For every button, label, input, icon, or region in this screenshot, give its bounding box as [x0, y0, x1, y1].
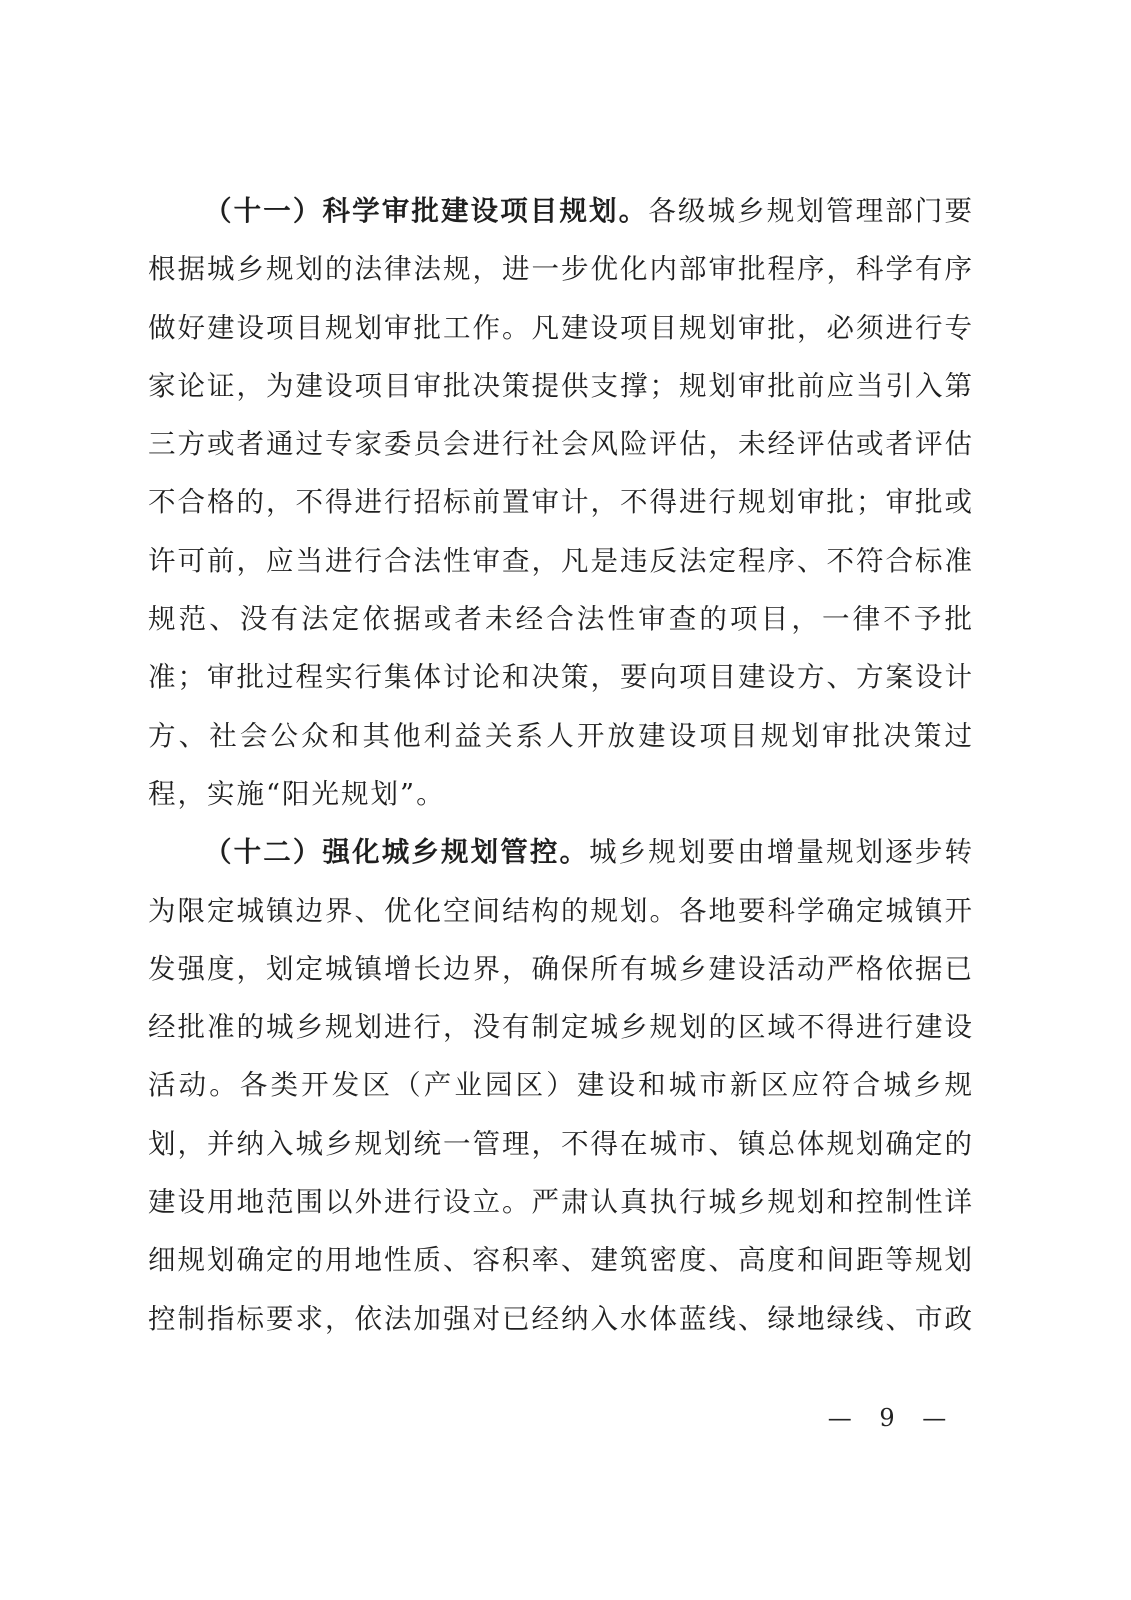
paragraph-line	[148, 182, 974, 240]
paragraph-line: 建设用地范围以外进行设立。严肃认真执行城乡规划和控制性详	[148, 1186, 974, 1219]
paragraph-line: 程，实施“阳光规划”。	[148, 777, 446, 810]
paragraph-text: 城乡规划要由增量规划逐步转	[589, 836, 974, 869]
paragraph-line: 发强度，划定城镇增长边界，确保所有城乡建设活动严格依据已	[148, 952, 974, 985]
body-text	[148, 182, 974, 1348]
paragraph-line: 准；审批过程实行集体讨论和决策，要向项目建设方、方案设计	[148, 661, 974, 694]
paragraph-line: 许可前，应当进行合法性审查，凡是违反法定程序、不符合标准	[148, 544, 974, 577]
paragraph-text: 各级城乡规划管理部门要	[648, 195, 974, 227]
paragraph-line: 为限定城镇边界、优化空间结构的规划。各地要科学确定城镇开	[148, 894, 974, 927]
paragraph-line: 细规划确定的用地性质、容积率、建筑密度、高度和间距等规划	[148, 1244, 974, 1277]
paragraph-line: 方、社会公众和其他利益关系人开放建设项目规划审批决策过	[148, 719, 974, 752]
paragraph-line: 三方或者通过专家委员会进行社会风险评估，未经评估或者评估	[148, 428, 974, 461]
section-heading: （十二）强化城乡规划管控。	[204, 836, 590, 869]
section-heading: （十一）科学审批建设项目规划。	[204, 195, 649, 227]
paragraph-line: 家论证，为建设项目审批决策提供支撑；规划审批前应当引入第	[148, 369, 974, 402]
paragraph-line	[148, 823, 974, 881]
page-number: — 9 —	[827, 1404, 957, 1432]
paragraph-line: 活动。各类开发区（产业园区）建设和城市新区应符合城乡规	[148, 1069, 974, 1102]
paragraph-line: 控制指标要求，依法加强对已经纳入水体蓝线、绿地绿线、市政	[148, 1302, 974, 1335]
paragraph-line: 根据城乡规划的法律法规，进一步优化内部审批程序，科学有序	[148, 253, 974, 286]
paragraph-line: 不合格的，不得进行招标前置审计，不得进行规划审批；审批或	[148, 486, 974, 519]
paragraph-line: 规范、没有法定依据或者未经合法性审查的项目，一律不予批	[148, 603, 974, 636]
paragraph-line: 做好建设项目规划审批工作。凡建设项目规划审批，必须进行专	[148, 311, 974, 344]
paragraph-line: 经批准的城乡规划进行，没有制定城乡规划的区域不得进行建设	[148, 1011, 974, 1044]
paragraph-line: 划，并纳入城乡规划统一管理，不得在城市、镇总体规划确定的	[148, 1127, 974, 1160]
